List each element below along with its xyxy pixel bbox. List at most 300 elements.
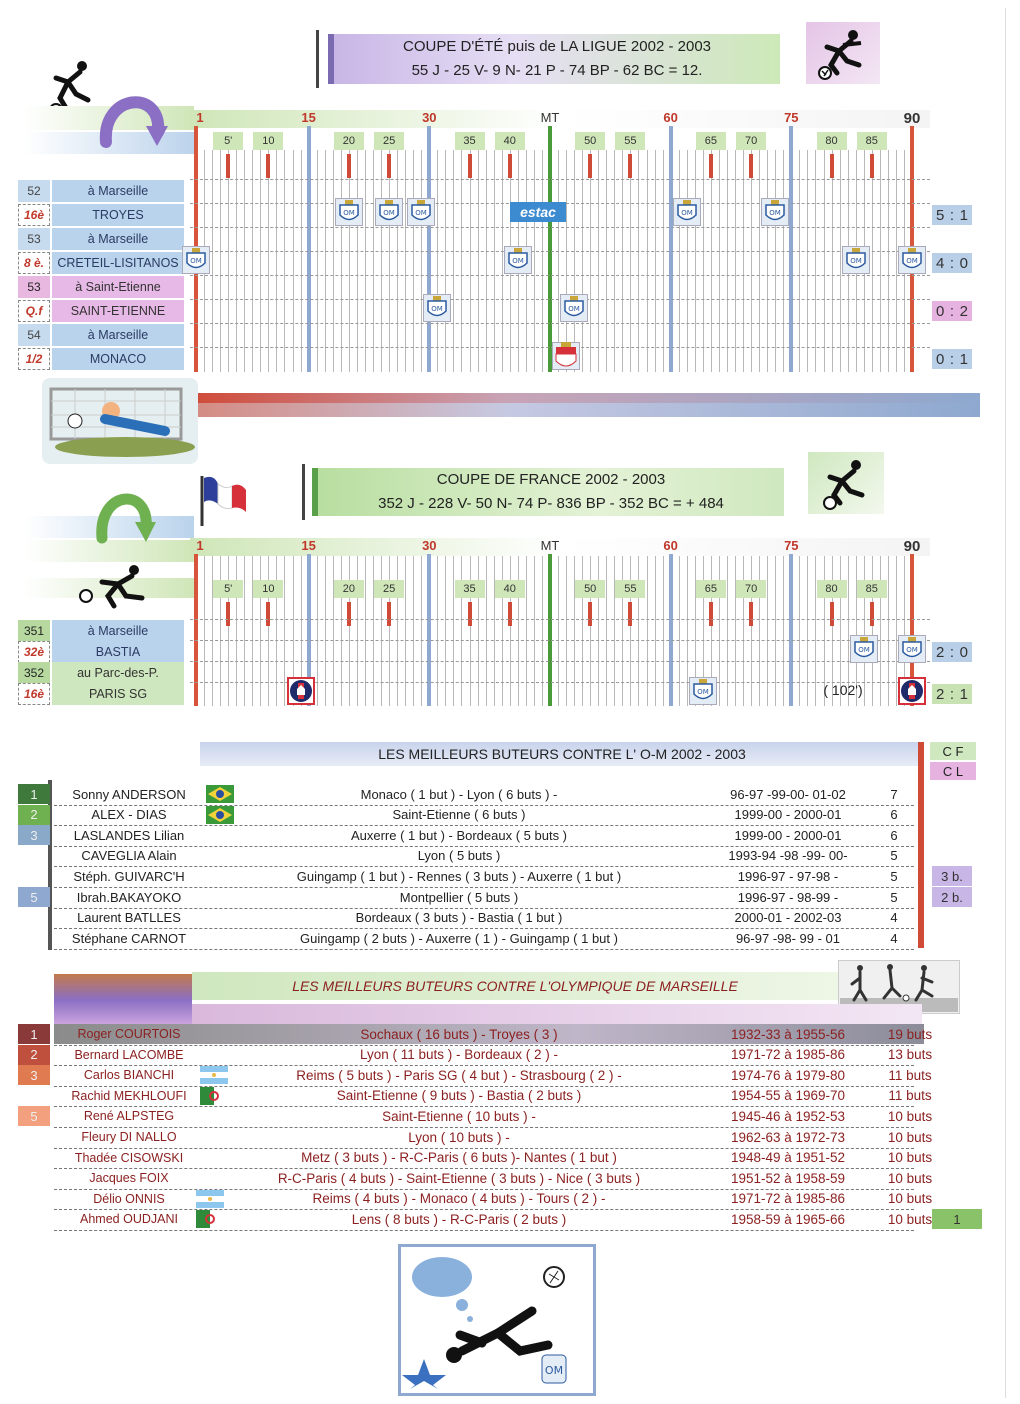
scorer-seasons: 1962-63 à 1972-73	[730, 1129, 846, 1145]
minute-gridline	[212, 556, 213, 706]
minute-gridline	[582, 150, 583, 372]
minute-gridline	[872, 556, 873, 706]
scorer-seasons: 1971-72 à 1985-86	[730, 1191, 846, 1207]
minute-tick-bar	[347, 154, 351, 178]
row-separator	[54, 949, 914, 950]
minute-gridline	[413, 556, 414, 706]
scorer-clubs: Lens ( 8 buts ) - R-C-Paris ( 2 buts )	[351, 1211, 567, 1227]
minute-tick-bar	[830, 602, 834, 626]
scorer-row	[18, 928, 978, 948]
minute-gridline	[518, 556, 519, 706]
row-separator	[190, 661, 930, 662]
minute-tick-bar	[588, 602, 592, 626]
row-separator	[190, 640, 930, 641]
minute-sub-label: 50	[575, 132, 605, 150]
team-name: à Marseille	[52, 324, 184, 346]
minute-gridline	[558, 556, 559, 706]
minute-sub-label: 35	[455, 132, 485, 150]
cdf-stats: 352 J - 228 V- 50 N- 74 P- 836 BP - 352 BC = + 484	[378, 495, 724, 512]
scorer-seasons: 1945-46 à 1952-53	[730, 1108, 846, 1124]
minute-tick-bar	[266, 154, 270, 178]
scorer-name: Délio ONNIS	[93, 1191, 165, 1206]
team-name: à Marseille	[52, 228, 184, 250]
minute-gridline	[542, 556, 543, 706]
minute-gridline	[220, 556, 221, 706]
soccer-player-icon	[808, 452, 884, 514]
scorer-seasons: 96-97 -98- 99 - 01	[735, 930, 841, 946]
minute-gridline	[260, 150, 261, 372]
minute-tick-bar	[830, 154, 834, 178]
scorer-name: Jacques FOIX	[89, 1171, 169, 1186]
scorer-clubs: Saint-Etienne ( 9 buts ) - Bastia ( 2 buts )	[336, 1088, 582, 1104]
quarter-gridline	[669, 554, 673, 706]
minute-gridline	[880, 150, 881, 372]
minute-gridline	[799, 150, 800, 372]
svg-text:OM: OM	[849, 257, 862, 265]
minute-gridline	[687, 556, 688, 706]
match-number: 351	[18, 620, 50, 642]
minute-tick-bar	[266, 602, 270, 626]
french-flag-icon	[196, 470, 250, 528]
minute-gridline	[389, 150, 390, 372]
scorer-row	[18, 866, 978, 886]
cdf-title-box	[312, 468, 784, 516]
minute-gridline	[655, 556, 656, 706]
scorer-rank: 1	[18, 784, 50, 804]
scorer-row	[18, 1127, 978, 1147]
minute-gridline	[622, 150, 623, 372]
svg-text:OM: OM	[544, 1364, 564, 1377]
minute-sub-label: 10	[253, 132, 283, 150]
match-number: Q.f	[18, 300, 50, 322]
minute-sub-label: 5'	[213, 580, 243, 598]
minute-sub-label: 5'	[213, 132, 243, 150]
argentina-flag-icon	[196, 1190, 224, 1208]
minute-label: 30	[422, 538, 437, 553]
scorer-rank	[18, 1127, 50, 1147]
quarter-gridline	[789, 126, 793, 372]
scorer-name: Laurent BATLLES	[77, 910, 181, 926]
minute-gridline	[236, 150, 237, 372]
scorers-all-title-text: LES MEILLEURS BUTEURS CONTRE L'OLYMPIQUE DE MARSEILLE	[292, 978, 738, 994]
minute-gridline	[349, 556, 350, 706]
extra-time-label: ( 102')	[823, 682, 863, 698]
scorer-name: Roger COURTOIS	[77, 1027, 181, 1041]
scorer-clubs: Montpellier ( 5 buts )	[399, 889, 519, 905]
minute-gridline	[896, 556, 897, 706]
svg-text:OM: OM	[906, 646, 918, 654]
om-crest-icon	[560, 294, 588, 322]
goalkeeper-picture	[42, 378, 198, 464]
minute-gridline	[630, 556, 631, 706]
minute-gridline	[799, 556, 800, 706]
scorer-rank	[18, 1209, 50, 1229]
minute-label: 90	[903, 538, 921, 555]
scorer-rank: 3	[18, 825, 50, 845]
psg-crest-icon	[287, 677, 315, 705]
minute-sub-label: 40	[495, 132, 525, 150]
minute-gridline	[558, 150, 559, 372]
minute-gridline	[759, 556, 760, 706]
scorer-name: René ALPSTEG	[83, 1109, 175, 1124]
minute-gridline	[276, 150, 277, 372]
cdf-title: COUPE DE FRANCE 2002 - 2003	[436, 471, 666, 488]
svg-text:OM: OM	[568, 305, 580, 313]
scorer-rank	[18, 1168, 50, 1188]
minute-gridline	[461, 556, 462, 706]
match-number: 52	[18, 180, 50, 202]
quarter-gridline	[427, 126, 431, 372]
om-crest-icon	[842, 246, 870, 274]
minute-gridline	[880, 556, 881, 706]
minute-gridline	[743, 150, 744, 372]
scorer-total: 5	[890, 889, 898, 905]
scorer-row	[18, 825, 978, 845]
svg-text:OM: OM	[415, 209, 428, 217]
separator-bar	[190, 393, 980, 403]
minute-gridline	[405, 150, 406, 372]
scorer-extra: 3 b.	[932, 866, 972, 886]
minute-gridline	[679, 150, 680, 372]
minute-gridline	[453, 150, 454, 372]
scorer-clubs: Monaco ( 1 but ) - Lyon ( 6 buts ) -	[360, 786, 558, 802]
scorer-name: Thadée CISOWSKI	[74, 1150, 184, 1165]
minute-tick-bar	[468, 154, 472, 178]
minute-sub-label: 70	[736, 132, 766, 150]
scorer-total: 4	[890, 910, 898, 926]
row-separator	[190, 227, 930, 228]
om-crest-icon	[375, 198, 403, 226]
minute-gridline	[502, 150, 503, 372]
score-away: 1	[959, 206, 968, 224]
scorer-name: Bernard LACOMBE	[74, 1047, 184, 1062]
scorer-name: Sonny ANDERSON	[72, 786, 186, 802]
minute-sub-label: 10	[253, 580, 283, 598]
minute-gridline	[268, 150, 269, 372]
minute-gridline	[405, 556, 406, 706]
minute-gridline	[574, 150, 575, 372]
scorer-total: 10 buts	[887, 1191, 933, 1207]
scorer-rank	[18, 1189, 50, 1209]
minute-label: 1	[196, 110, 204, 125]
ligue-stats: 55 J - 25 V- 9 N- 21 P - 74 BP - 62 BC = 12.	[411, 62, 703, 79]
minute-label: MT	[540, 538, 560, 553]
minute-gridline	[872, 150, 873, 372]
algeria-flag-icon	[196, 1210, 224, 1228]
minute-gridline	[783, 150, 784, 372]
score-home: 5	[936, 206, 945, 224]
minute-sub-label: 85	[857, 580, 887, 598]
match-number: 8 è.	[18, 252, 50, 274]
minute-sub-label: 55	[615, 580, 645, 598]
minute-gridline	[647, 556, 648, 706]
minute-gridline	[606, 556, 607, 706]
match-number: 53	[18, 276, 50, 298]
minute-gridline	[735, 150, 736, 372]
minute-label: 60	[663, 110, 678, 125]
minute-gridline	[453, 556, 454, 706]
om-crest-icon	[504, 246, 532, 274]
minute-gridline	[695, 150, 696, 372]
minute-gridline	[598, 556, 599, 706]
minute-gridline	[365, 556, 366, 706]
match-score	[932, 301, 972, 321]
scorer-seasons: 1999-00 - 2000-01	[734, 807, 842, 823]
scorer-name: Stéph. GUIVARC'H	[73, 868, 185, 884]
minute-gridline	[252, 556, 253, 706]
score-sep: :	[949, 643, 955, 661]
minute-gridline	[437, 150, 438, 372]
scorer-total: 7	[890, 786, 898, 802]
minute-tick-bar	[226, 602, 230, 626]
om-crest-icon	[407, 198, 435, 226]
ligue-title: COUPE D'ÉTÉ puis de LA LIGUE 2002 - 2003	[402, 38, 712, 55]
minute-sub-label: 80	[817, 132, 847, 150]
scorer-seasons: 1996-97 - 98-99 -	[737, 889, 839, 905]
scorer-seasons: 1954-55 à 1969-70	[730, 1088, 846, 1104]
minute-gridline	[276, 556, 277, 706]
team-name: à Saint-Etienne	[52, 276, 184, 298]
minute-gridline	[502, 556, 503, 706]
minute-gridline	[470, 556, 471, 706]
minute-gridline	[638, 556, 639, 706]
quarter-gridline	[307, 126, 311, 372]
scorer-total: 5	[890, 848, 898, 864]
score-sep: :	[949, 302, 955, 320]
minute-gridline	[888, 150, 889, 372]
scorer-name: Rachid MEKHLOUFI	[71, 1088, 187, 1103]
team-name: TROYES	[52, 204, 184, 226]
scorer-name: LASLANDES Lilian	[73, 827, 185, 843]
minute-tick-bar	[387, 154, 391, 178]
minute-tick-bar	[870, 154, 874, 178]
minute-gridline	[647, 150, 648, 372]
minute-gridline	[807, 556, 808, 706]
minute-sub-label: 50	[575, 580, 605, 598]
minute-tick-bar	[628, 154, 632, 178]
minute-tick-bar	[709, 154, 713, 178]
om-crest-icon	[898, 635, 926, 663]
om-crest-icon	[182, 246, 210, 274]
minute-label: 60	[663, 538, 678, 553]
svg-text:OM: OM	[769, 209, 782, 217]
minute-gridline	[317, 556, 318, 706]
minute-gridline	[590, 150, 591, 372]
minute-gridline	[228, 150, 229, 372]
minute-gridline	[228, 556, 229, 706]
minute-tick-bar	[468, 602, 472, 626]
scorer-seasons: 1999-00 - 2000-01	[734, 827, 842, 843]
minute-gridline	[711, 150, 712, 372]
half-time-line	[548, 554, 552, 706]
match-number: 16è	[18, 204, 50, 226]
team-name: MONACO	[52, 348, 184, 370]
half-time-line	[548, 126, 552, 372]
minute-gridline	[373, 150, 374, 372]
minute-gridline	[357, 556, 358, 706]
minute-gridline	[397, 150, 398, 372]
scorer-name: Stéphane CARNOT	[71, 930, 187, 946]
minute-sub-label: 20	[334, 580, 364, 598]
scorer-rank: 3	[18, 1065, 50, 1085]
scorer-rank	[18, 928, 50, 948]
minute-sub-label: 55	[615, 132, 645, 150]
minute-gridline	[341, 150, 342, 372]
minute-gridline	[461, 150, 462, 372]
score-away: 2	[959, 302, 968, 320]
minute-tick-bar	[508, 154, 512, 178]
minute-gridline	[824, 150, 825, 372]
team-name: à Marseille	[52, 180, 184, 202]
minute-gridline	[349, 150, 350, 372]
minute-gridline	[614, 150, 615, 372]
scorer-name: Fleury DI NALLO	[81, 1130, 177, 1144]
scorer-seasons: 1932-33 à 1955-56	[730, 1026, 846, 1042]
minute-gridline	[703, 150, 704, 372]
minute-gridline	[534, 556, 535, 706]
scorer-clubs: Guingamp ( 2 buts ) - Auxerre ( 1 ) - Guingamp ( 1 but )	[300, 930, 618, 946]
match-score	[932, 349, 972, 369]
minute-gridline	[719, 150, 720, 372]
svg-text:OM: OM	[343, 209, 355, 217]
scorer-row	[18, 805, 978, 825]
scorer-row	[18, 1148, 978, 1168]
quarter-gridline	[427, 554, 431, 706]
minute-gridline	[638, 150, 639, 372]
minute-gridline	[381, 150, 382, 372]
minute-gridline	[727, 150, 728, 372]
minute-gridline	[260, 556, 261, 706]
scorer-clubs: Saint-Etienne ( 6 buts )	[392, 807, 526, 823]
minute-gridline	[719, 556, 720, 706]
scorer-rank	[18, 846, 50, 866]
scorer-total: 11 buts	[888, 1067, 932, 1083]
minute-sub-label: 65	[696, 580, 726, 598]
score-sep: :	[949, 206, 955, 224]
estac-logo: estac	[510, 202, 566, 222]
scorer-rank: 5	[18, 1106, 50, 1126]
scorer-total: 10 buts	[887, 1108, 933, 1124]
om-crest-icon	[673, 198, 701, 226]
minute-tick-bar	[749, 154, 753, 178]
scorer-row	[18, 784, 978, 804]
minute-sub-label: 85	[857, 132, 887, 150]
brazil-flag-icon	[206, 806, 234, 824]
minute-gridline	[293, 150, 294, 372]
scorer-clubs: Guingamp ( 1 but ) - Rennes ( 3 buts ) - Auxerre ( 1 but )	[296, 868, 622, 884]
row-separator	[190, 275, 930, 276]
minute-gridline	[333, 556, 334, 706]
svg-text:OM: OM	[431, 305, 444, 313]
scorer-clubs: Auxerre ( 1 but ) - Bordeaux ( 5 buts )	[350, 827, 568, 843]
minute-gridline	[413, 150, 414, 372]
score-home: 0	[936, 350, 945, 368]
scorer-rank: 2	[18, 1045, 50, 1065]
ligue-title-box	[328, 34, 780, 84]
row-separator	[190, 251, 930, 252]
minute-label: 30	[422, 110, 437, 125]
minute-gridline	[389, 556, 390, 706]
minute-tick-bar	[508, 602, 512, 626]
scorer-row	[18, 1168, 978, 1188]
minute-gridline	[252, 150, 253, 372]
algeria-flag-icon	[200, 1087, 228, 1105]
svg-text:OM: OM	[383, 209, 395, 217]
minute-gridline	[373, 556, 374, 706]
scorer-name: ALEX - DIAS	[91, 807, 167, 823]
minute-gridline	[775, 556, 776, 706]
scorer-clubs: Reims ( 5 buts ) - Paris SG ( 4 but ) - Strasbourg ( 2 ) -	[296, 1067, 622, 1083]
match-score	[932, 642, 972, 662]
minute-tick-bar	[709, 602, 713, 626]
om-crest-icon	[761, 198, 789, 226]
scorer-seasons: 1974-76 à 1979-80	[730, 1067, 846, 1083]
scorer-seasons: 1958-59 à 1965-66	[730, 1211, 846, 1227]
scorer-seasons: 96-97 -99-00- 01-02	[730, 786, 846, 802]
svg-text:OM: OM	[857, 646, 870, 654]
minute-gridline	[236, 556, 237, 706]
minute-gridline	[421, 150, 422, 372]
om-crest-icon	[423, 294, 451, 322]
minute-tick-bar	[387, 602, 391, 626]
scorer-clubs: Reims ( 4 buts ) - Monaco ( 4 buts ) - Tours ( 2 ) -	[312, 1191, 606, 1207]
minute-gridline	[212, 150, 213, 372]
minute-gridline	[590, 556, 591, 706]
minute-gridline	[325, 150, 326, 372]
scorer-row	[18, 887, 978, 907]
brazil-flag-icon	[206, 785, 234, 803]
scorer-clubs: R-C-Paris ( 4 buts ) - Saint-Etienne ( 3 buts ) - Nice ( 3 buts )	[277, 1170, 641, 1186]
minute-label: 75	[784, 110, 799, 125]
score-sep: :	[949, 254, 955, 272]
scorer-rank: 5	[18, 887, 50, 907]
score-away: 1	[959, 685, 968, 703]
minute-sub-label: 20	[334, 132, 364, 150]
team-name: SAINT-ETIENNE	[52, 300, 184, 322]
minute-gridline	[284, 150, 285, 372]
team-name: à Marseille	[52, 620, 184, 642]
minute-gridline	[687, 150, 688, 372]
scorer-rank	[18, 908, 50, 928]
header-gradient	[192, 1004, 922, 1024]
scorer-total: 6	[890, 807, 898, 823]
minute-gridline	[767, 150, 768, 372]
minute-sub-label: 25	[374, 132, 404, 150]
scorer-total: 10 buts	[887, 1129, 933, 1145]
scorer-total: 4	[890, 930, 898, 946]
match-number: 16è	[18, 683, 50, 705]
scorer-row	[18, 1189, 978, 1209]
match-number: 1/2	[18, 348, 50, 370]
scorer-seasons: 1971-72 à 1985-86	[730, 1047, 846, 1063]
score-home: 2	[936, 643, 945, 661]
bicycle-kick-picture	[398, 1244, 596, 1396]
match-number: 53	[18, 228, 50, 250]
scorer-row	[30, 1024, 933, 1044]
header-gradient	[54, 974, 192, 1026]
minute-label: 1	[196, 538, 204, 553]
side-label-cl: C L	[930, 762, 976, 780]
minute-gridline	[244, 556, 245, 706]
soccer-player-icon	[806, 22, 880, 84]
minute-tick-bar	[588, 154, 592, 178]
scorer-seasons: 1951-52 à 1958-59	[730, 1170, 846, 1186]
minute-gridline	[655, 150, 656, 372]
minute-gridline	[743, 556, 744, 706]
minute-sub-label: 80	[817, 580, 847, 598]
scorer-seasons: 1993-94 -98 -99- 00-	[728, 848, 848, 864]
minute-gridline	[566, 150, 567, 372]
